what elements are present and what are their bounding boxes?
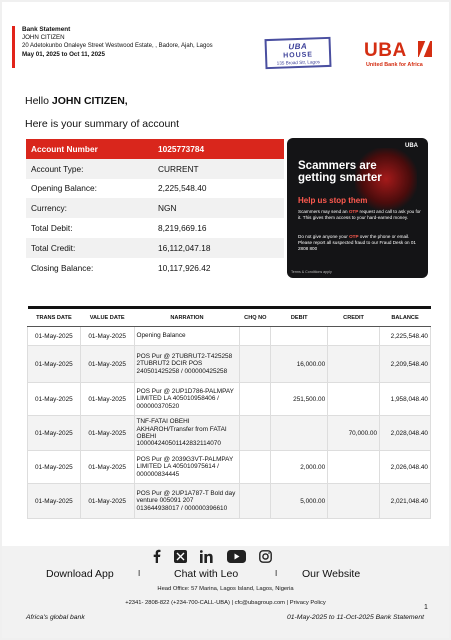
summary-value: NGN: [158, 203, 177, 214]
narration-cell: Opening Balance: [134, 327, 240, 346]
balance-cell: 2,021,048.40: [380, 484, 431, 519]
footer-statement-range: 01-May-2025 to 11-Oct-2025 Bank Statement: [286, 614, 424, 621]
greeting-hello: Hello: [25, 95, 49, 107]
column-header: NARRATION: [134, 308, 240, 327]
fraud-awareness-banner: [287, 138, 428, 278]
x-icon[interactable]: [174, 550, 187, 568]
table-row: [28, 327, 431, 346]
banner-headline: Scammers are getting smarter: [298, 160, 382, 184]
banner-terms: Terms & Conditions apply: [291, 270, 332, 274]
table-row: [28, 383, 431, 416]
stamp-line-1: UBA: [288, 41, 308, 52]
trans-date-cell: 01-May-2025: [28, 484, 81, 519]
customer-name: JOHN CITIZEN: [22, 34, 65, 41]
banner-otp: OTP: [348, 209, 359, 214]
download-app-link[interactable]: Download App: [46, 568, 114, 580]
column-header: CHQ NO: [240, 308, 271, 327]
banner-text: over the phone or email. Please report all suspected fraud to our Fraud Desk on 01 2808 800: [298, 234, 416, 251]
balance-cell: 2,028,048.40: [380, 416, 431, 451]
narration-cell: POS Pur @ 2TUBRUT2-T425258 2TUBRUT2 DCIR POS 240501425258 / 000000425258: [134, 346, 240, 383]
summary-row: [26, 198, 284, 218]
summary-row: [26, 258, 284, 278]
trans-date-cell: 01-May-2025: [28, 383, 81, 416]
statement-page: [2, 2, 449, 638]
summary-row: [26, 179, 284, 199]
uba-logo: [360, 38, 440, 70]
link-separator: I: [138, 569, 141, 578]
our-website-link[interactable]: Our Website: [302, 568, 361, 580]
table-row: [28, 451, 431, 484]
chq-no-cell: [240, 484, 271, 519]
contact-details: +2341- 2808-822 (+234-700-CALL-UBA) | cfc@ubagroup.com | Privacy Policy: [125, 600, 326, 606]
summary-value: 2,225,548.40: [158, 183, 207, 194]
value-date-cell: 01-May-2025: [80, 327, 134, 346]
banner-subhead: Help us stop them: [298, 196, 368, 205]
summary-row: [26, 218, 284, 238]
summary-row: [26, 238, 284, 258]
statement-title: Bank Statement: [22, 26, 71, 33]
trans-date-cell: 01-May-2025: [28, 327, 81, 346]
greeting: [25, 95, 128, 107]
summary-label: Opening Balance:: [31, 183, 97, 194]
summary-label: Account Type:: [31, 163, 84, 174]
stamp-line-3: 135 Broad Str, Lagos: [276, 59, 320, 66]
table-row: [28, 416, 431, 451]
chq-no-cell: [240, 416, 271, 451]
page-number: 1: [424, 604, 428, 611]
logo-mark-icon: [418, 41, 432, 57]
value-date-cell: 01-May-2025: [80, 484, 134, 519]
account-number-label: Account Number: [31, 143, 98, 154]
summary-label: Closing Balance:: [31, 262, 94, 273]
credit-cell: [328, 451, 380, 484]
link-separator: I: [275, 569, 278, 578]
narration-cell: POS Pur @ 2UP1D786-PALMPAY LIMITED LA 405010958406 / 000000370520: [134, 383, 240, 416]
debit-cell: 16,000.00: [271, 346, 328, 383]
table-row: [28, 346, 431, 383]
account-number-value: 1025773784: [158, 143, 205, 154]
chq-no-cell: [240, 327, 271, 346]
statement-period: May 01, 2025 to Oct 11, 2025: [22, 51, 105, 58]
footer-slogan: Africa's global bank: [26, 614, 85, 621]
trans-date-cell: 01-May-2025: [28, 451, 81, 484]
balance-cell: 2,225,548.40: [380, 327, 431, 346]
account-number-row: [26, 139, 284, 159]
statement-header: [12, 26, 213, 68]
credit-cell: [328, 383, 380, 416]
balance-cell: 1,958,048.40: [380, 383, 431, 416]
linkedin-icon[interactable]: [200, 550, 214, 568]
banner-paragraph-1: [298, 209, 424, 221]
table-row: [28, 484, 431, 519]
instagram-icon[interactable]: [259, 550, 272, 568]
social-links: [152, 549, 272, 568]
column-header: CREDIT: [328, 308, 380, 327]
value-date-cell: 01-May-2025: [80, 416, 134, 451]
banner-text: request and call to ask you for it. This gives them access to your hard-earned money.: [298, 209, 421, 220]
credit-cell: [328, 484, 380, 519]
chq-no-cell: [240, 346, 271, 383]
banner-text: Scammers may send an: [298, 209, 349, 214]
youtube-icon[interactable]: [227, 550, 246, 568]
balance-cell: 2,026,048.40: [380, 451, 431, 484]
credit-cell: [328, 327, 380, 346]
transactions-table: [27, 306, 431, 519]
logo-wordmark: UBA: [364, 40, 407, 61]
debit-cell: [271, 327, 328, 346]
balance-cell: 2,209,548.40: [380, 346, 431, 383]
head-office-address: Head Office: 57 Marina, Lagos Island, Lagos, Nigeria: [157, 586, 294, 592]
column-header: TRANS DATE: [28, 308, 81, 327]
banner-brand: UBA: [405, 143, 418, 149]
credit-cell: [328, 346, 380, 383]
credit-cell: 70,000.00: [328, 416, 380, 451]
chq-no-cell: [240, 451, 271, 484]
table-header-row: [28, 308, 431, 327]
banner-otp: OTP: [349, 234, 359, 239]
value-date-cell: 01-May-2025: [80, 346, 134, 383]
greeting-name: JOHN CITIZEN,: [51, 95, 128, 107]
debit-cell: 5,000.00: [271, 484, 328, 519]
narration-cell: POS Pur @ 2039G3VT-PALMPAY LIMITED LA 405010975614 / 000000834445: [134, 451, 240, 484]
facebook-icon[interactable]: [152, 549, 161, 568]
summary-label: Total Debit:: [31, 223, 73, 234]
banner-text: Do not give anyone your: [298, 234, 350, 239]
trans-date-cell: 01-May-2025: [28, 416, 81, 451]
narration-cell: POS Pur @ 2UP1A787-T Bold day venture 005091 207 013644938017 / 000000396610: [134, 484, 240, 519]
summary-row: [26, 159, 284, 179]
narration-cell: TNF-FATAI OBEHI AKHAROH/Transfer from FATAI OBEHI 100004240501142832114070: [134, 416, 240, 451]
chat-with-leo-link[interactable]: Chat with Leo: [174, 568, 239, 580]
debit-cell: 2,000.00: [271, 451, 328, 484]
chq-no-cell: [240, 383, 271, 416]
summary-label: Total Credit:: [31, 242, 76, 253]
debit-cell: 251,500.00: [271, 383, 328, 416]
uba-house-stamp: [264, 37, 331, 69]
debit-cell: [271, 416, 328, 451]
account-summary: [26, 139, 284, 278]
logo-tagline: United Bank for Africa: [366, 62, 423, 68]
summary-value: 8,219,669.16: [158, 223, 207, 234]
summary-label: Currency:: [31, 203, 67, 214]
summary-value: 16,112,047.18: [158, 242, 211, 253]
summary-value: 10,117,926.42: [158, 262, 211, 273]
stamp-line-2: HOUSE: [283, 51, 314, 60]
column-header: BALANCE: [380, 308, 431, 327]
summary-value: CURRENT: [158, 163, 199, 174]
trans-date-cell: 01-May-2025: [28, 346, 81, 383]
column-header: DEBIT: [271, 308, 328, 327]
summary-heading: Here is your summary of account: [25, 118, 180, 130]
banner-paragraph-2: [298, 234, 424, 252]
value-date-cell: 01-May-2025: [80, 451, 134, 484]
customer-address: 20 Adetokunbo Onaleye Street Westwood Estate, , Badore, Ajah, Lagos: [22, 43, 213, 49]
column-header: VALUE DATE: [80, 308, 134, 327]
value-date-cell: 01-May-2025: [80, 383, 134, 416]
